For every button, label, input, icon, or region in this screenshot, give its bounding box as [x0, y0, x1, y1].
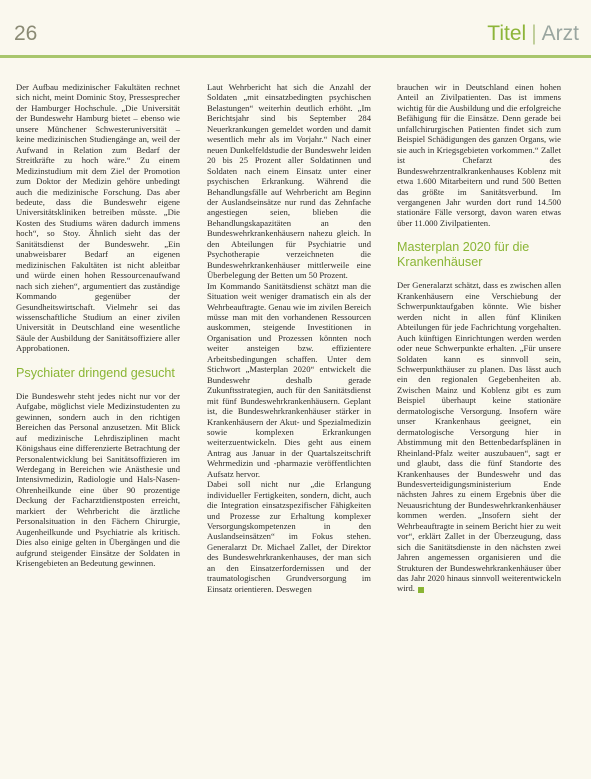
- column-2: [207, 82, 371, 594]
- paragraph: Dabei soll nicht nur „die Erlangung individueller Fertigkeiten, sondern, dicht, auch die Integration einsatzspezifischer Fähigkeiten und Prozesse zur Erhaltung komplexer Versorgungskompetenzen in den Auslandseinsätzen“ im Fokus stehen. Generalarzt Dr. Michael Zallet, der Direktor des Bundeswehrkrankenhauses, der man sich an den Einsatzerfordernissen und der traumatologischen Grundversorgung im Einsatz orientieren. Deswegen: [207, 479, 371, 594]
- subheading-psychiater: Psychiater dringend gesucht: [16, 365, 175, 380]
- section-title: Titel: [487, 22, 527, 45]
- page-header: [0, 0, 591, 56]
- subheading-masterplan: Masterplan 2020 für die Krankenhäuser: [397, 240, 530, 270]
- page-number: 26: [14, 22, 38, 45]
- section-subtitle: Arzt: [541, 22, 579, 45]
- section-label: [487, 22, 579, 46]
- paragraph: Laut Wehrbericht hat sich die Anzahl der Soldaten „mit einsatzbedingten psychischen Belastungen“ weiterhin deutlich erhöht. „Im Berichtsjahr sind bis September 284 Neuerkrankungen gemeldet worden und damit wesentlich mehr als im Vorjahr.“ Nach einer neuen Dunkelfeldstudie der Bundeswehr leiden 20 bis 25 Prozent aller Soldatinnen und Soldaten nach einem Einsatz unter einer psychischen Erkrankung. Während die Behandlungsfälle auf Wehrbericht am Beginn der Auslandseinsätze nur rund das Zehnfache angestiegen seien, blieben die Behandlungskapazitäten an den Bundeswehrkrankenhäusern nahezu gleich. In den Abteilungen für Psychiatrie und Psychotherapie verzeichneten die Bundeswehrkrankenhäuser mittlerweile eine Überbelegung der Betten um 50 Prozent.: [207, 82, 371, 281]
- header-rule: [0, 55, 591, 58]
- end-of-article-marker: [418, 587, 424, 593]
- paragraph: Der Aufbau medizinischer Fakultäten rechnet sich nicht, meint Dominic Stoy, Pressesprecher der Hamburger Hochschule. „Die Universität der Bundeswehr Hamburg bietet – ebenso wie unsere Münchener Schwesteruniversität – keine medizinischen Studiengänge an, weil der Aufwand in Relation zum Bedarf der Streitkräfte zu hoch wäre.“ Zu einem Medizinstudium mit dem Ziel der Promotion zum Doktor der Medizin gehöre unbedingt auch die medizinische Forschung. Das aber bedeute, dass die Bundeswehr eigene Universitätskliniken betreiben müsste. „Die Kosten des Studiums wären dadurch immens hoch“, so Stoy. Ähnlich sieht das der Sanitätsdienst der Bundeswehr. „Ein unabweisbarer Bedarf an eigenen medizinischen Fakultäten ist nicht ableitbar und würde einen hohen Ressourcenaufwand nach sich ziehen“, argumentiert das zuständige Kommando gegenüber der Gesundheitswirtschaft. Vielmehr sei das wissenschaftliche Studium an einer zivilen Universität in Deutschland eine wesentliche Säule der Ausbildung der Sanitätsoffiziere aller Approbationen.: [16, 82, 180, 354]
- paragraph: Die Bundeswehr steht jedes nicht nur vor der Aufgabe, möglichst viele Medizinstudenten zu gewinnen, sondern auch in den richtigen Bereichen das Personal anzusetzen. Mit Blick auf medizinische Lehrdisziplinen macht Königshaus eine differenzierte Betrachtung der Personalentwicklung bei Sanitätsoffizieren im Werdegang in Bereichen wie Anästhesie und Intensivmedizin, Radiologie und Hals-Nasen-Ohrenheilkunde eine über 90 prozentige Deckung der Facharztdienstposten erreicht, markiert der Wehrbericht die ärztliche Personalsituation in den Fächern Chirurgie, Augenheilkunde und Psychiatrie als kritisch. Dies also einige gelten in Übergängen und die aufgrund steigender Einsätze der Soldaten in Krisengebieten an Bedeutung gewinnen.: [16, 390, 180, 569]
- paragraph-text: Der Generalarzt schätzt, dass es zwischen allen Krankenhäusern eine Verschiebung der Schwerpunktaufgaben könnte. Wie bisher werden nicht in allen fünf Kliniken Abteilungen für jede Fachrichtung vorgehalten. Auch künftigen Einrichtungen werden werden oder neue Schwerpunkte erhalten. „Für unsere Soldaten kann es sinnvoll sein, Schwerpunkthäuser zu planen. Das lässt auch ein den regionalen Gegebenheiten ab. Zwischen Mainz und Koblenz gibt es zum Beispiel überhaupt keine stationäre dermatologische Versorgung. Insofern wäre unser Krankenhaus geeignet, ein dermatologische Versorgung hier in Abstimmung mit den Bettenbedarfsplänen in Rheinland-Pfalz weiter auszubauen“, sagt er und glaubt, dass die fünf Standorte des Krankenhauses der Bundeswehr und das Bundesverteidigungsministerium Ende nächsten Jahres zu einem Ergebnis über die Neuausrichtung der Bundeswehrkrankenhäuser kommen werden. „Insofern sieht der Wehrbeauftragte in seinem Bericht hier zu weit vor“, erklärt Zallet in der Überzeugung, dass sich die Sanitätsdienste in den nächsten zwei Jahren angemessen organisieren und die Strukturen der Bundeswehrkrankenhäuser über das Jahr 2020 hinaus sinnvoll weiterentwickeln wird.: [397, 280, 561, 594]
- section-separator: |: [531, 22, 537, 45]
- paragraph-final: [397, 280, 561, 594]
- column-3: [397, 82, 561, 594]
- column-1: [16, 82, 180, 568]
- paragraph: Im Kommando Sanitätsdienst schätzt man die Situation weit weniger dramatisch ein als der Wehrbeauftragte. Genau wie im zivilen Bereich müsse man mit den vorhandenen Ressourcen auskommen, steigende Investitionen in Organisation und Prozessen könnten noch weiter ansteigen bzw. effizientere Arbeitsbedingungen schaffen. Unter dem Stichwort „Masterplan 2020“ entwickelt die Bundeswehr deshalb gerade Zukunftsstrategien, auch für den Sanitätsdienst mit fünf Bundeswehrkrankenhäusern. Geplant ist, die Bundeswehrkrankenhäuser stärker in Krankenhäusern der Akut- und Spezialmedizin sowie komplexen Erkrankungen weiterzuentwickeln. Dies geht aus einem Antrag aus Januar in der Quartalszeitschrift Wehrmedizin und -pharmazie veröffentlichten Aufsatz hervor.: [207, 280, 371, 479]
- paragraph: brauchen wir in Deutschland einen hohen Anteil an Zivilpatienten. Das ist immens wichtig für die Ausbildung und die erfolgreiche Befähigung für die Einsätze. Denn gerade bei unfallchirurgischen Patienten findet sich zum Beispiel Schädigungen des ganzen Organs, wie sie auch in Kriegsgebieten vorkommen.“ Zallet ist Chefarzt des Bundeswehrzentralkrankenhauses Koblenz mit etwa 1.600 Mitarbeitern und rund 500 Betten das größte im Sanitätsverbund. Im vergangenen Jahr wurden dort rund 14.500 stationäre Fälle versorgt, davon waren etwas über 11.000 Zivilpatienten.: [397, 82, 561, 228]
